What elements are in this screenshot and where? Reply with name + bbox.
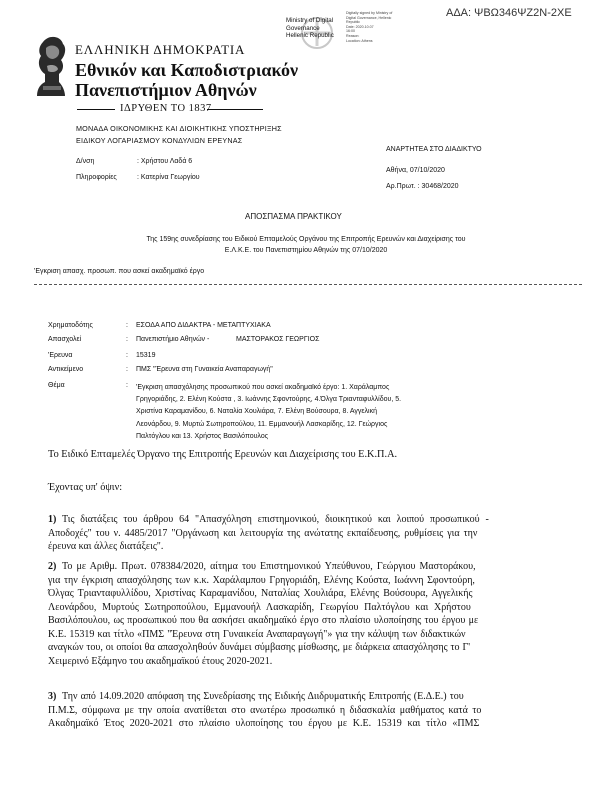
info-label: Πληροφορίες (76, 174, 117, 181)
paragraph-3 (48, 690, 564, 731)
detail-colon: : (126, 336, 128, 343)
paragraph-2 (48, 560, 564, 668)
detail-value-employer: Πανεπιστήμιο Αθηνών - (136, 336, 210, 343)
document-date: Αθήνα, 07/10/2020 (386, 167, 445, 174)
sig-line-4: 16:00 (346, 29, 355, 34)
subject-line-0: 'Εγκριση απασχόλησης προσωπικού που ασκεί ακαδημαϊκό έργο: 1. Χαράλαμπος (136, 384, 390, 391)
paragraph-2-line-1: για την έγκριση απασχόλησης των κ.κ. Χαράλαμπου Γρηγοριάδη, Ελένης Κούστα, Ιωάννη Σφοντούρη, (48, 574, 475, 586)
gov-stamp-line2: Governance (286, 24, 320, 32)
detail-value-research: 15319 (136, 352, 156, 359)
ada-code: ΑΔΑ: ΨΒΩ346ΨΖ2Ν-2ΧΕ (446, 7, 572, 19)
detail-value-funder: ΕΣΟΔΑ ΑΠΟ ΔΙΔΑΚΤΡΑ - ΜΕΤΑΠΤΥΧΙΑΚΑ (136, 322, 271, 329)
sig-line-0: Digitally signed by Ministry of (346, 11, 393, 15)
paragraph-2-line-3: Λεονάρδου, Μυρτούς Σωτηροπούλου, Εμμανουήλ Λασκαρίδη, Γεωργίου Παλτόγλου και Χρήστου (48, 601, 471, 613)
university-name-line1: Εθνικόν και Καποδιστριακόν (75, 60, 298, 80)
paragraph-2-number: 2) (48, 561, 57, 572)
paragraph-3-line-2: Ακαδημαϊκό Έτος 2020-2021 στο πλαίσιο υλοποίησης του έργου με Κ.Ε. 15319 και τίτλο «ΠΜΣ (48, 718, 480, 730)
posted-online: ΑΝΑΡΤΗΤΕΑ ΣΤΟ ΔΙΑΔΙΚΤΥΟ (386, 146, 482, 153)
address-label: Δ/νση (76, 158, 95, 165)
subject-line-2: Χριστίνα Καραμανίδου, 6. Ναταλία Χουλιάρα, 7. Ελένη Βούσουρα, 8. Αγγελική (136, 408, 377, 416)
subject-line-4: Παλτόγλου και 13. Χρήστος Βασιλόπουλος (136, 432, 269, 440)
paragraph-3-line-1: Π.Μ.Σ, σύμφωνα με την οποία ανατίθεται στο ανωτέρω προσωπικό η διδασκαλία μαθήματος κατά το (48, 704, 482, 716)
having-in-mind: Έχοντας υπ' όψιν: (48, 482, 123, 493)
paragraph-2-line-5: Κ.Ε. 15319 και τίτλο «ΠΜΣ "Έρευνα στη Γυναικεία Αναπαραγωγή"» για την κάλυψη των διδακτικών (48, 628, 466, 640)
founded-line: ΙΔΡΥΘΕΝ ΤΟ 1837 (120, 103, 212, 114)
sig-line-3: Date: 2020.10.07 (346, 24, 374, 29)
detail-label-research: 'Ερευνα (48, 352, 73, 359)
detail-label-object: Αντικείμενο (48, 366, 84, 373)
session-line2: Ε.Λ.Κ.Ε. του Πανεπιστημίου Αθηνών της 07/10/2020 (224, 247, 388, 254)
detail-colon: : (126, 322, 128, 329)
paragraph-3-number: 3) (48, 691, 57, 702)
detail-label-employer: Απασχολεί (48, 336, 82, 343)
paragraph-1 (48, 513, 564, 554)
detail-label-subject: Θέμα (48, 382, 65, 389)
detail-colon: : (126, 352, 128, 359)
paragraph-1-number: 1) (48, 514, 57, 525)
subject-line-3: Λεονάρδου, 9. Μυρτώ Σωτηροπούλου, 11. Εμμανουήλ Λασκαρίδης, 12. Γεώργιος (136, 420, 388, 428)
paragraph-2-line-7: Χειμερινό Εξάμηνο του ακαδημαϊκού έτους 2020-2021. (48, 655, 273, 667)
detail-value-subject (136, 382, 401, 443)
paragraph-2-line-2: Όλγας Τριανταφυλλίδου, Χριστίνας Καραμανίδου, Ναταλίας Χουλιάρα, Ελένης Βούσουρα, Αγγελικής (48, 588, 473, 599)
republic-heading: ΕΛΛΗΝΙΚΗ ΔΗΜΟΚΡΑΤΙΑ (75, 42, 246, 57)
paragraph-1-line-1: Αποδοχές" του ν. 4485/2017 "Οργάνωση και λειτουργία της ανώτατης εκπαίδευσης, ρυθμίσεις για την (48, 527, 478, 539)
sig-line-5: Reason: (346, 33, 360, 38)
gov-stamp-title (286, 17, 334, 40)
paragraph-1-line-0: Τις διατάξεις του άρθρου 64 "Απασχόληση επιστημονικού, διοικητικού και λοιπού προσωπικού - (62, 514, 489, 525)
subject-note: 'Εγκριση απασχ. προσωπ. που ασκεί ακαδημαϊκό έργο (34, 268, 205, 275)
paragraph-3-line-0: Την από 14.09.2020 απόφαση της Συνεδρίασης της Ειδικής Διιδρυματικής Επιτροπής (Ε.Δ.Ε.) του (62, 691, 464, 702)
paragraph-2-line-4: Βασιλόπουλου, ως προσωπικού που θα ασκήσει ακαδημαϊκό έργο στο πλαίσιο υλοποίησης του έργου με (48, 615, 479, 626)
paragraph-1-line-2: έρευνα και άλλες διατάξεις". (48, 541, 164, 553)
address-value: : Χρήστου Λαδά 6 (137, 158, 193, 165)
unit-line2: ΕΙΔΙΚΟΥ ΛΟΓΑΡΙΑΣΜΟΥ ΚΟΝΔΥΛΙΩΝ ΕΡΕΥΝΑΣ (76, 136, 243, 145)
page-title: ΑΠΟΣΠΑΣΜΑ ΠΡΑΚΤΙΚΟΥ (245, 212, 342, 221)
sig-line-1: Digital Governance, Hellenic (346, 15, 392, 20)
committee-line: Το Ειδικό Επταμελές Όργανο της Επιτροπής Ερευνών και Διαχείρισης του Ε.Κ.Π.Α. (48, 449, 398, 460)
sig-line-6: Location: Athens (346, 38, 373, 43)
subject-line-1: Γρηγοριάδης, 2. Ελένη Κούστα , 3. Ιωάννης Σφοντούρης, 4.Όλγα Τριανταφυλλίδου, 5. (136, 396, 402, 404)
info-value: : Κατερίνα Γεωργίου (137, 174, 200, 181)
gov-stamp-line3: Hellenic Republic (286, 32, 334, 40)
detail-label-funder: Χρηματοδότης (48, 322, 93, 329)
detail-value-employer-person: ΜΑΣΤΟΡΑΚΟΣ ΓΕΩΡΓΙΟΣ (236, 336, 320, 343)
athena-logo-icon (31, 34, 71, 98)
detail-colon: : (126, 366, 128, 373)
gov-stamp-line1: Ministry of Digital (286, 17, 334, 24)
detail-colon: : (126, 382, 128, 389)
detail-value-object: ΠΜΣ "Έρευνα στη Γυναικεία Αναπαραγωγή" (136, 366, 273, 373)
unit-line1: ΜΟΝΑΔΑ ΟΙΚΟΝΟΜΙΚΗΣ ΚΑΙ ΔΙΟΙΚΗΤΙΚΗΣ ΥΠΟΣΤΗΡΙΞΗΣ (76, 124, 282, 133)
sig-line-2: Republic (346, 20, 360, 25)
founded-rule-right (207, 109, 263, 110)
paragraph-2-line-6: αναγκών του, οι οποίοι θα απασχοληθούν δυνάμει σύμβασης μίσθωσης, με διάρκεια απασχόλησης το Γ' (48, 642, 471, 653)
gov-stamp-signature-details (346, 11, 392, 43)
session-line1: Της 159ης συνεδρίασης του Ειδικού Επταμελούς Οργάνου της Επιτροπής Ερευνών και Διαχείρισης του (146, 236, 466, 243)
founded-rule-left (77, 109, 115, 110)
university-name-line2: Πανεπιστήμιον Αθηνών (75, 80, 257, 100)
separator-dashed (34, 284, 582, 285)
paragraph-2-line-0: Το με Αριθμ. Πρωτ. 078384/2020, αίτημα του Επιστημονικού Υπεύθυνου, Γεώργιου Μαστοράκου, (62, 561, 476, 572)
protocol-number: Αρ.Πρωτ. : 30468/2020 (386, 183, 459, 190)
